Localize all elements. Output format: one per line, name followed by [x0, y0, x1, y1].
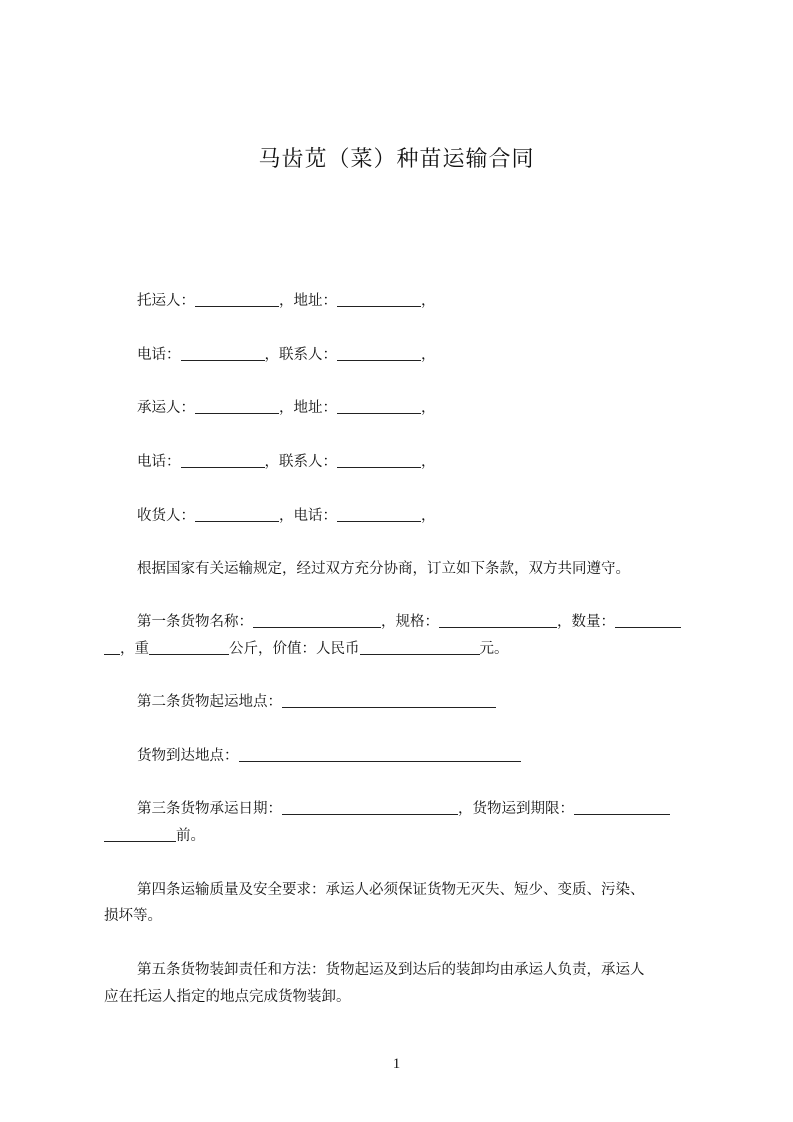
contact-label: ，联系人： [264, 454, 337, 470]
clause-1-weight-label: ，重 [120, 641, 149, 657]
clause-5-line-1: 第五条货物装卸责任和方法：货物起运及到达后的装卸均由承运人负责，承运人 [137, 962, 645, 978]
phone-label: 电话： [137, 454, 181, 470]
shipper-contact-blank[interactable] [337, 346, 421, 361]
clause-1-goods-name-label: 第一条货物名称： [137, 614, 253, 630]
clause-4-line-2: 损坏等。 [104, 908, 162, 924]
clause-1-spec-label: ，规格： [381, 614, 439, 630]
clause-1-line-1 [137, 612, 681, 632]
deadline-blank-cont[interactable] [104, 827, 176, 842]
clause-3-before: 前。 [176, 828, 205, 844]
carrier-address-blank[interactable] [337, 399, 421, 414]
value-blank[interactable] [360, 640, 480, 655]
destination-line [137, 746, 521, 766]
comma: ， [421, 400, 436, 416]
shipper-phone-line [137, 345, 436, 365]
intro-paragraph: 根据国家有关运输规定，经过双方充分协商，订立如下条款，双方共同遵守。 [137, 561, 630, 577]
quantity-blank-cont[interactable] [104, 640, 120, 655]
clause-3-line-1 [137, 799, 670, 819]
goods-name-blank[interactable] [253, 613, 381, 628]
clause-3-date-label: 第三条货物承运日期： [137, 801, 282, 817]
clause-3-line-2 [104, 826, 205, 846]
spec-blank[interactable] [439, 613, 557, 628]
clause-1-unit: 元。 [479, 641, 509, 657]
phone-label: 电话： [137, 347, 181, 363]
clause-3-deadline-label: ，货物运到期限： [458, 801, 574, 817]
carrier-contact-blank[interactable] [337, 453, 421, 468]
carrier-phone-blank[interactable] [181, 453, 265, 468]
comma: ， [421, 293, 436, 309]
clause-1-line-2 [104, 639, 509, 659]
consignee-line [137, 506, 436, 526]
deadline-blank[interactable] [574, 800, 670, 815]
ship-date-blank[interactable] [282, 800, 458, 815]
origin-blank[interactable] [282, 693, 496, 708]
contact-label: ，联系人： [264, 347, 337, 363]
destination-blank[interactable] [239, 747, 521, 762]
page-number: 1 [392, 1056, 401, 1072]
weight-blank[interactable] [149, 640, 229, 655]
document-title: 马齿苋（菜）种苗运输合同 [258, 147, 535, 172]
consignee-phone-blank[interactable] [337, 507, 421, 522]
address-label: ，地址： [279, 293, 337, 309]
carrier-phone-line [137, 452, 436, 472]
consignee-blank[interactable] [195, 507, 279, 522]
phone2-label: ，电话： [279, 508, 337, 524]
shipper-phone-blank[interactable] [181, 346, 265, 361]
clause-2-line [137, 692, 496, 712]
carrier-line [137, 398, 436, 418]
shipper-label: 托运人： [137, 293, 195, 309]
shipper-blank[interactable] [195, 292, 279, 307]
carrier-blank[interactable] [195, 399, 279, 414]
shipper-line [137, 291, 436, 311]
comma: ， [421, 508, 436, 524]
clause-1-quantity-label: ，数量： [557, 614, 615, 630]
shipper-address-blank[interactable] [337, 292, 421, 307]
carrier-label: 承运人： [137, 400, 195, 416]
comma: ， [421, 454, 436, 470]
address-label: ，地址： [279, 400, 337, 416]
clause-2-origin-label: 第二条货物起运地点： [137, 694, 282, 710]
quantity-blank[interactable] [615, 613, 681, 628]
clause-4-line-1: 第四条运输质量及安全要求：承运人必须保证货物无灭失、短少、变质、污染、 [137, 882, 645, 898]
comma: ， [421, 347, 436, 363]
destination-label: 货物到达地点： [137, 748, 239, 764]
clause-1-value-label: 公斤，价值：人民币 [229, 641, 360, 657]
consignee-label: 收货人： [137, 508, 195, 524]
clause-5-line-2: 应在托运人指定的地点完成货物装卸。 [104, 989, 351, 1005]
